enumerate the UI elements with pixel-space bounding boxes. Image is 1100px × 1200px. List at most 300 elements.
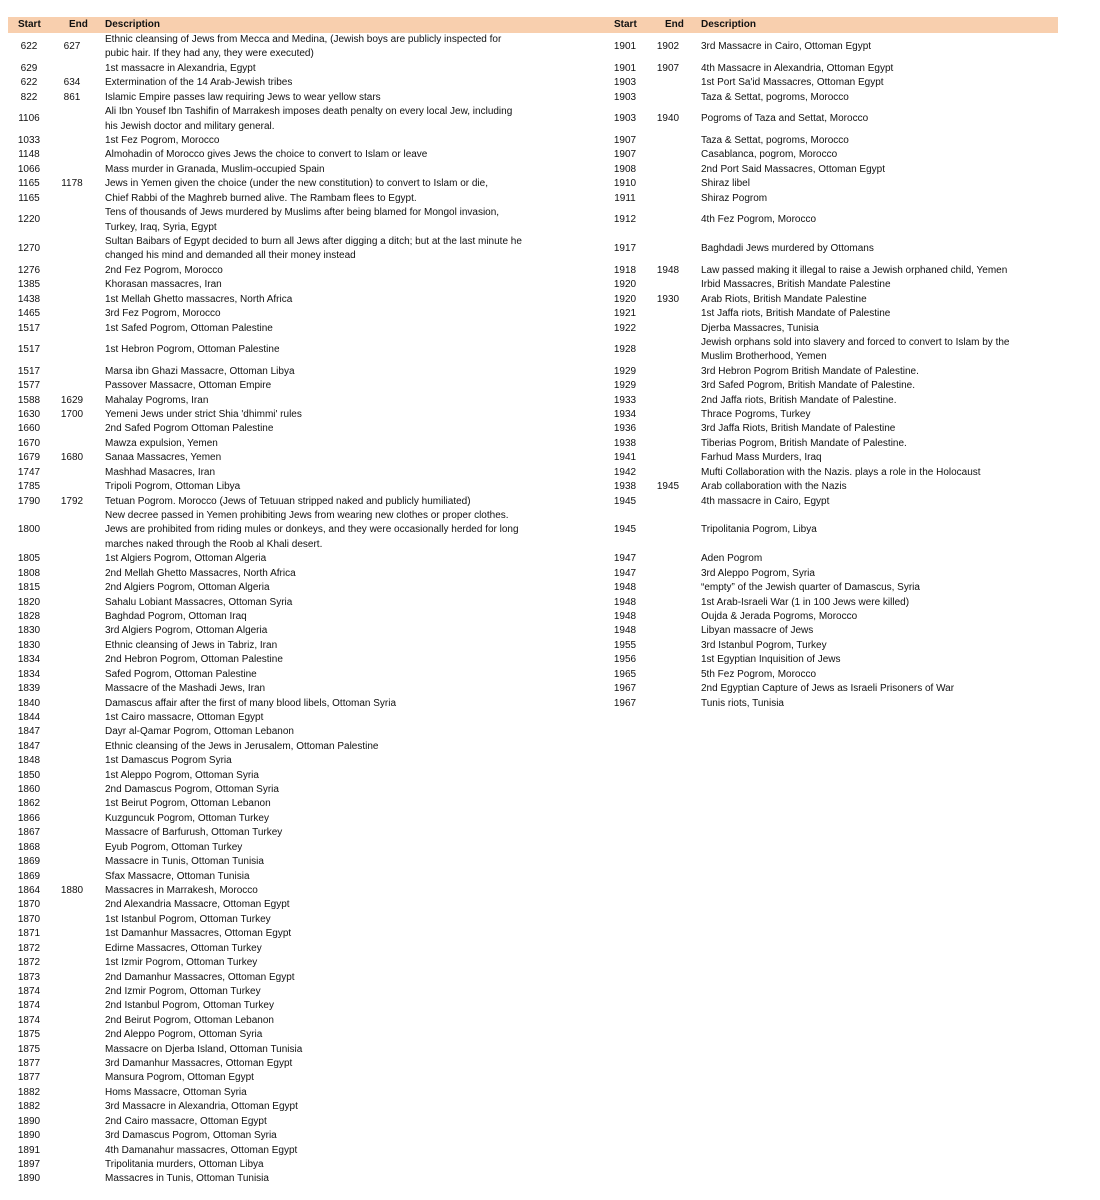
description-cell: Tripoli Pogrom, Ottoman Libya: [105, 481, 241, 493]
description-cell: Sahalu Lobiant Massacres, Ottoman Syria: [105, 596, 293, 608]
table-row: [604, 379, 1011, 393]
table-row: [8, 264, 525, 278]
table-row: [8, 783, 525, 797]
start-year-cell: 1862: [17, 798, 41, 810]
table-row: [604, 177, 1011, 191]
start-year-cell: 1033: [17, 134, 41, 146]
table-row: [604, 134, 1011, 148]
table-row: [8, 278, 525, 292]
table-row: [8, 841, 525, 855]
table-row: [8, 293, 525, 307]
description-cell: 1st Aleppo Pogrom, Ottoman Syria: [105, 769, 259, 781]
table-row: [8, 206, 525, 235]
table-row: [8, 942, 525, 956]
start-year-cell: 1901: [613, 62, 637, 74]
description-cell: 2nd Cairo massacre, Ottoman Egypt: [105, 1115, 267, 1127]
table-row: [8, 1086, 525, 1100]
description-cell: 1st massacre in Alexandria, Egypt: [105, 62, 256, 74]
description-cell: 2nd Izmir Pogrom, Ottoman Turkey: [105, 985, 261, 997]
start-year-cell: 1903: [613, 77, 637, 89]
start-year-cell: 822: [20, 91, 38, 103]
start-year-cell: 1875: [17, 1029, 41, 1041]
description-cell: Safed Pogrom, Ottoman Palestine: [105, 668, 257, 680]
description-cell: “empty” of the Jewish quarter of Damascus, Syria: [701, 582, 920, 594]
table-row: [604, 394, 1011, 408]
start-year-cell: 622: [20, 77, 38, 89]
start-year-cell: 1867: [17, 827, 41, 839]
header-description-left: Description: [105, 19, 161, 30]
table-row: [604, 668, 1011, 682]
table-row: [8, 581, 525, 595]
end-year-cell: 1178: [61, 178, 83, 190]
description-cell: Irbid Massacres, British Mandate Palestine: [701, 279, 891, 291]
start-year-cell: 629: [20, 62, 38, 74]
table-row: [8, 826, 525, 840]
table-row: [8, 870, 525, 884]
start-year-cell: 1847: [17, 726, 41, 738]
table-row: [604, 653, 1011, 667]
description-cell: Ethnic cleansing of Jews in Tabriz, Iran: [105, 639, 278, 651]
description-cell: Damascus affair after the first of many blood libels, Ottoman Syria: [105, 697, 397, 709]
description-cell: 1st Port Sa'id Massacres, Ottoman Egypt: [701, 77, 884, 89]
start-year-cell: 1910: [613, 178, 637, 190]
description-cell: Almohadin of Morocco gives Jews the choice to convert to Islam or leave: [105, 149, 428, 161]
start-year-cell: 1679: [17, 452, 41, 464]
start-year-cell: 1912: [613, 214, 637, 226]
description-cell: Aden Pogrom: [701, 553, 763, 565]
description-cell: Marsa ibn Ghazi Massacre, Ottoman Libya: [105, 365, 295, 377]
table-row: [8, 1129, 525, 1143]
start-year-cell: 1890: [17, 1130, 41, 1142]
description-cell: 2nd Port Said Massacres, Ottoman Egypt: [701, 163, 885, 175]
description-cell: Law passed making it illegal to raise a Jewish orphaned child, Yemen: [701, 264, 1008, 276]
start-year-cell: 1800: [17, 524, 41, 536]
table-row: [8, 1172, 525, 1186]
table-row: [8, 740, 525, 754]
start-year-cell: 1945: [613, 524, 637, 536]
table-row: [8, 754, 525, 768]
description-cell: Kuzguncuk Pogrom, Ottoman Turkey: [105, 812, 269, 824]
start-year-cell: 1947: [613, 553, 637, 565]
start-year-cell: 1875: [17, 1043, 41, 1055]
start-year-cell: 1929: [613, 380, 637, 392]
header-band: [8, 17, 1058, 33]
table-row: [8, 1100, 525, 1114]
start-year-cell: 1785: [17, 481, 41, 493]
start-year-cell: 1850: [17, 769, 41, 781]
description-cell: 2nd Beirut Pogrom, Ottoman Lebanon: [105, 1014, 274, 1026]
table-row: [8, 956, 525, 970]
table-row: [8, 812, 525, 826]
table-row: [8, 1158, 525, 1172]
description-cell: Edirne Massacres, Ottoman Turkey: [105, 942, 262, 954]
start-year-cell: 1890: [17, 1115, 41, 1127]
description-cell: 3rd Aleppo Pogrom, Syria: [701, 567, 815, 579]
table-row: [604, 33, 1011, 62]
description-cell: 4th Fez Pogrom, Morocco: [701, 214, 817, 226]
table-row: [8, 913, 525, 927]
start-year-cell: 1874: [17, 985, 41, 997]
table-row: [604, 293, 1011, 307]
table-row: [8, 639, 525, 653]
start-year-cell: 1872: [17, 942, 41, 954]
start-year-cell: 1808: [17, 567, 41, 579]
description-cell: Tetuan Pogrom. Morocco (Jews of Tetuuan stripped naked and publicly humiliated): [105, 495, 471, 507]
description-cell: 1st Safed Pogrom, Ottoman Palestine: [105, 322, 273, 334]
description-cell: Taza & Settat, pogroms, Morocco: [701, 134, 849, 146]
header-start-right: Start: [614, 19, 637, 30]
start-year-cell: 1864: [17, 884, 41, 896]
table-row: [604, 437, 1011, 451]
table-row: [8, 769, 525, 783]
description-cell: 1st Algiers Pogrom, Ottoman Algeria: [105, 553, 267, 565]
start-year-cell: 1901: [613, 41, 637, 53]
description-cell: Casablanca, pogrom, Morocco: [701, 149, 838, 161]
table-row: [604, 62, 1011, 76]
table-row: [8, 971, 525, 985]
table-row: [8, 855, 525, 869]
start-year-cell: 1847: [17, 740, 41, 752]
table-row: [8, 76, 525, 90]
start-year-cell: 1928: [613, 344, 637, 356]
header-description-right: Description: [701, 19, 757, 30]
table-row: [8, 307, 525, 321]
table-row: [604, 336, 1011, 365]
table-row: [604, 624, 1011, 638]
description-cell: Jews in Yemen given the choice (under the new constitution) to convert to Islam or die,: [105, 178, 488, 190]
description-cell: Chief Rabbi of the Maghreb burned alive. The Rambam flees to Egypt.: [105, 192, 417, 204]
end-year-cell: 1945: [656, 481, 680, 493]
start-year-cell: 1872: [17, 957, 41, 969]
table-row: [604, 422, 1011, 436]
table-row: [604, 581, 1011, 595]
table-row: [8, 1144, 525, 1158]
start-year-cell: 1920: [613, 279, 637, 291]
start-year-cell: 1588: [17, 394, 41, 406]
end-year-cell: 634: [63, 77, 81, 89]
description-cell: 1st Izmir Pogrom, Ottoman Turkey: [105, 957, 258, 969]
description-cell: Ethnic cleansing of Jews from Mecca and Medina, (Jewish boys are publicly inspected for pubic hair. If they had any, they were executed): [105, 34, 502, 60]
description-cell: Massacre on Djerba Island, Ottoman Tunisia: [105, 1043, 303, 1055]
table-row: [8, 624, 525, 638]
table-row: [8, 495, 525, 509]
start-year-cell: 1907: [613, 134, 637, 146]
start-year-cell: 1921: [613, 308, 637, 320]
table-row: [8, 365, 525, 379]
table-row: [8, 1028, 525, 1042]
description-cell: 2nd Jaffa riots, British Mandate of Palestine.: [701, 394, 897, 406]
start-year-cell: 1874: [17, 1014, 41, 1026]
start-year-cell: 1106: [18, 113, 40, 125]
start-year-cell: 1385: [17, 279, 41, 291]
table-row: [604, 451, 1011, 465]
description-cell: 4th massacre in Cairo, Egypt: [701, 495, 830, 507]
end-year-cell: 1700: [60, 409, 84, 421]
table-row: [8, 697, 525, 711]
description-cell: 2nd Istanbul Pogrom, Ottoman Turkey: [105, 1000, 274, 1012]
start-year-cell: 1630: [17, 409, 41, 421]
end-year-cell: 627: [63, 41, 81, 53]
start-year-cell: 1870: [17, 913, 41, 925]
description-cell: Arab collaboration with the Nazis: [701, 481, 847, 493]
table-row: [8, 927, 525, 941]
start-year-cell: 1517: [17, 322, 41, 334]
table-row: [8, 62, 525, 76]
description-cell: 2nd Egyptian Capture of Jews as Israeli Prisoners of War: [701, 683, 955, 695]
description-cell: 2nd Damanhur Massacres, Ottoman Egypt: [105, 971, 295, 983]
description-cell: Baghdadi Jews murdered by Ottomans: [701, 243, 874, 255]
start-year-cell: 1805: [17, 553, 41, 565]
description-cell: 5th Fez Pogrom, Morocco: [701, 668, 817, 680]
table-row: [8, 192, 525, 206]
start-year-cell: 1948: [613, 610, 637, 622]
description-cell: Extermination of the 14 Arab-Jewish tribes: [105, 77, 293, 89]
table-row: [8, 596, 525, 610]
description-cell: Mawza expulsion, Yemen: [105, 437, 218, 449]
description-cell: 3rd Massacre in Cairo, Ottoman Egypt: [701, 41, 872, 53]
table-row: [8, 1115, 525, 1129]
description-cell: 1st Istanbul Pogrom, Ottoman Turkey: [105, 913, 271, 925]
start-year-cell: 1517: [17, 344, 41, 356]
table-row: [604, 682, 1011, 696]
start-year-cell: 1270: [17, 243, 41, 255]
description-cell: 4th Damanahur massacres, Ottoman Egypt: [105, 1144, 298, 1156]
table-row: [8, 394, 525, 408]
table-row: [8, 985, 525, 999]
start-year-cell: 1438: [17, 293, 41, 305]
table-row: [8, 1071, 525, 1085]
start-year-cell: 1834: [17, 654, 41, 666]
end-year-cell: 1680: [60, 452, 84, 464]
table-row: [8, 33, 525, 62]
description-cell: Taza & Settat, pogroms, Morocco: [701, 91, 849, 103]
table-row: [8, 163, 525, 177]
start-year-cell: 1577: [17, 380, 41, 392]
table-row: [8, 999, 525, 1013]
start-year-cell: 1869: [17, 870, 41, 882]
start-year-cell: 1830: [17, 639, 41, 651]
start-year-cell: 1936: [613, 423, 637, 435]
description-cell: Massacre in Tunis, Ottoman Tunisia: [105, 856, 264, 868]
description-cell: Oujda & Jerada Pogroms, Morocco: [701, 610, 858, 622]
description-cell: Mufti Collaboration with the Nazis. plays a role in the Holocaust: [701, 466, 981, 478]
description-cell: Tunis riots, Tunisia: [701, 697, 784, 709]
start-year-cell: 1911: [614, 192, 636, 204]
table-row: [8, 437, 525, 451]
table-row: [8, 884, 525, 898]
description-cell: 1st Damascus Pogrom Syria: [105, 755, 232, 767]
description-cell: Yemeni Jews under strict Shia 'dhimmi' rules: [105, 409, 302, 421]
start-year-cell: 1948: [613, 582, 637, 594]
start-year-cell: 1891: [17, 1144, 41, 1156]
description-cell: Tiberias Pogrom, British Mandate of Palestine.: [701, 437, 907, 449]
description-cell: 2nd Fez Pogrom, Morocco: [105, 264, 223, 276]
table-row: [604, 639, 1011, 653]
description-cell: Ethnic cleansing of the Jews in Jerusalem, Ottoman Palestine: [105, 740, 379, 752]
description-cell: Passover Massacre, Ottoman Empire: [105, 380, 272, 392]
table-row: [8, 148, 525, 162]
header-end-right: End: [665, 19, 684, 30]
table-row: [604, 163, 1011, 177]
start-year-cell: 1903: [613, 113, 637, 125]
description-cell: Massacres in Marrakesh, Morocco: [105, 884, 258, 896]
description-cell: 3rd Algiers Pogrom, Ottoman Algeria: [105, 625, 268, 637]
end-year-cell: 1940: [656, 113, 680, 125]
table-row: [604, 509, 1011, 552]
description-cell: Libyan massacre of Jews: [701, 625, 814, 637]
description-cell: Islamic Empire passes law requiring Jews to wear yellow stars: [105, 91, 381, 103]
description-cell: 1st Arab-Israeli War (1 in 100 Jews were killed): [701, 596, 910, 608]
start-year-cell: 1465: [17, 308, 41, 320]
table-row: [604, 322, 1011, 336]
table-row: [604, 567, 1011, 581]
description-cell: 1st Beirut Pogrom, Ottoman Lebanon: [105, 798, 271, 810]
description-cell: 1st Cairo massacre, Ottoman Egypt: [105, 711, 264, 723]
description-cell: 2nd Mellah Ghetto Massacres, North Africa: [105, 567, 296, 579]
start-year-cell: 1882: [17, 1086, 41, 1098]
table-row: [604, 552, 1011, 566]
start-year-cell: 1660: [17, 423, 41, 435]
description-cell: 3rd Damascus Pogrom, Ottoman Syria: [105, 1130, 277, 1142]
table-row: [8, 1057, 525, 1071]
start-year-cell: 1848: [17, 755, 41, 767]
start-year-cell: 1165: [18, 178, 40, 190]
description-cell: Ali Ibn Yousef Ibn Tashifin of Marrakesh imposes death penalty on every local Jew, including his Jewish doctor and military general.: [105, 106, 513, 132]
start-year-cell: 1877: [17, 1058, 41, 1070]
table-row: [8, 134, 525, 148]
table-row: [8, 668, 525, 682]
start-year-cell: 1920: [613, 293, 637, 305]
end-year-cell: 1792: [60, 495, 84, 507]
start-year-cell: 1938: [613, 481, 637, 493]
start-year-cell: 1945: [613, 495, 637, 507]
description-cell: Arab Riots, British Mandate Palestine: [701, 293, 867, 305]
description-cell: 3rd Fez Pogrom, Morocco: [105, 308, 221, 320]
table-row: [8, 509, 525, 552]
start-year-cell: 1922: [613, 322, 637, 334]
start-year-cell: 1220: [17, 214, 41, 226]
table-row: [8, 177, 525, 191]
table-row: [8, 653, 525, 667]
description-cell: 1st Mellah Ghetto massacres, North Africa: [105, 293, 293, 305]
description-cell: Massacres in Tunis, Ottoman Tunisia: [105, 1173, 269, 1185]
start-year-cell: 1165: [18, 192, 40, 204]
start-year-cell: 1828: [17, 610, 41, 622]
header-end-left: End: [69, 19, 88, 30]
description-cell: 3rd Hebron Pogrom British Mandate of Palestine.: [701, 365, 919, 377]
start-year-cell: 1830: [17, 625, 41, 637]
table-row: [8, 1014, 525, 1028]
table-row: [8, 466, 525, 480]
start-year-cell: 1882: [17, 1101, 41, 1113]
timeline-table-right: [604, 33, 1011, 711]
end-year-cell: 1629: [60, 394, 84, 406]
description-cell: Shiraz libel: [701, 178, 750, 190]
description-cell: Massacre of the Mashadi Jews, Iran: [105, 683, 266, 695]
description-cell: Farhud Mass Murders, Iraq: [701, 452, 822, 464]
start-year-cell: 1956: [613, 654, 637, 666]
table-row: [604, 480, 1011, 494]
table-row: [8, 235, 525, 264]
description-cell: 1st Egyptian Inquisition of Jews: [701, 654, 841, 666]
description-cell: Sultan Baibars of Egypt decided to burn all Jews after digging a ditch; but at the last minute he changed his mind and demanded all their money instead: [105, 235, 522, 262]
description-cell: Homs Massacre, Ottoman Syria: [105, 1086, 247, 1098]
description-cell: 3rd Istanbul Pogrom, Turkey: [701, 639, 827, 651]
table-row: [8, 1043, 525, 1057]
end-year-cell: 861: [63, 91, 81, 103]
description-cell: Djerba Massacres, Tunisia: [701, 322, 819, 334]
start-year-cell: 1933: [613, 394, 637, 406]
start-year-cell: 1820: [17, 596, 41, 608]
start-year-cell: 1517: [17, 365, 41, 377]
start-year-cell: 1839: [17, 683, 41, 695]
start-year-cell: 1967: [613, 697, 637, 709]
table-row: [8, 567, 525, 581]
table-row: [604, 596, 1011, 610]
description-cell: Eyub Pogrom, Ottoman Turkey: [105, 841, 243, 853]
table-row: [604, 148, 1011, 162]
table-row: [8, 797, 525, 811]
table-row: [604, 91, 1011, 105]
start-year-cell: 1870: [17, 899, 41, 911]
description-cell: Sanaa Massacres, Yemen: [105, 452, 222, 464]
start-year-cell: 1903: [613, 91, 637, 103]
table-row: [8, 682, 525, 696]
start-year-cell: 1874: [17, 1000, 41, 1012]
description-cell: 3rd Massacre in Alexandria, Ottoman Egypt: [105, 1101, 298, 1113]
start-year-cell: 1965: [613, 668, 637, 680]
description-cell: 1st Jaffa riots, British Mandate of Palestine: [701, 308, 891, 320]
table-row: [8, 480, 525, 494]
table-row: [8, 898, 525, 912]
start-year-cell: 1908: [613, 163, 637, 175]
start-year-cell: 1941: [613, 452, 637, 464]
start-year-cell: 1834: [17, 668, 41, 680]
start-year-cell: 1868: [17, 841, 41, 853]
table-row: [604, 235, 1011, 264]
description-cell: Mass murder in Granada, Muslim-occupied Spain: [105, 163, 325, 175]
start-year-cell: 1815: [17, 582, 41, 594]
table-row: [8, 610, 525, 624]
table-row: [604, 264, 1011, 278]
description-cell: 1st Hebron Pogrom, Ottoman Palestine: [105, 344, 280, 356]
timeline-table-left: [8, 33, 525, 1187]
start-year-cell: 1860: [17, 784, 41, 796]
description-cell: Tens of thousands of Jews murdered by Muslims after being blamed for Mongol invasion, Turkey, Iraq, Syria, Egypt: [105, 207, 500, 233]
start-year-cell: 622: [20, 41, 38, 53]
start-year-cell: 1938: [613, 437, 637, 449]
description-cell: 1st Damanhur Massacres, Ottoman Egypt: [105, 928, 292, 940]
description-cell: Pogroms of Taza and Settat, Morocco: [701, 113, 869, 125]
start-year-cell: 1907: [613, 149, 637, 161]
header-start-left: Start: [18, 19, 41, 30]
start-year-cell: 1066: [17, 163, 41, 175]
table-row: [8, 91, 525, 105]
table-row: [8, 408, 525, 422]
table-row: [604, 278, 1011, 292]
start-year-cell: 1948: [613, 596, 637, 608]
table-row: [604, 408, 1011, 422]
start-year-cell: 1890: [17, 1173, 41, 1185]
description-cell: 3rd Safed Pogrom, British Mandate of Palestine.: [701, 380, 916, 392]
start-year-cell: 1897: [17, 1159, 41, 1170]
start-year-cell: 1947: [613, 567, 637, 579]
table-row: [604, 206, 1011, 235]
table-row: [8, 725, 525, 739]
start-year-cell: 1866: [17, 812, 41, 824]
description-cell: Shiraz Pogrom: [701, 192, 768, 204]
start-year-cell: 1747: [17, 466, 41, 478]
